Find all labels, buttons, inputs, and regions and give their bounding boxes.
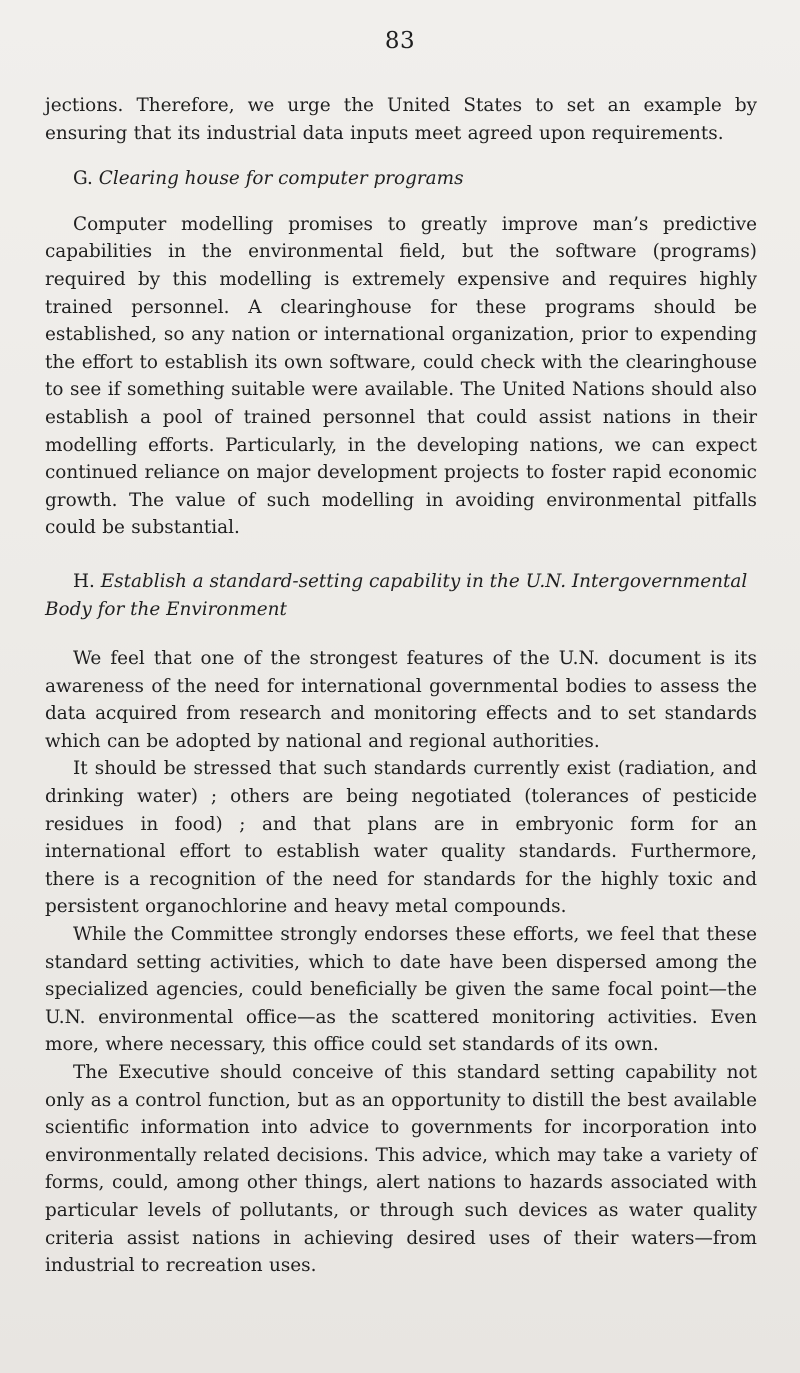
continuation-paragraph: jections. Therefore, we urge the United States to set an example by ensuring that its industrial data inputs meet agreed upon requirements.	[45, 95, 757, 144]
page-content	[45, 92, 757, 1280]
section-h-title: Establish a standard-setting capability in the U.N. Intergovernmental Body for the Environment	[45, 570, 748, 620]
page-number: 83	[384, 28, 416, 54]
spacer	[45, 542, 757, 568]
spacer	[45, 193, 757, 211]
section-h-paragraph-1: We feel that one of the strongest features of the U.N. document is its awareness of the need for international governmental bodies to assess the data acquired from research and monitoring effects and to set standards which can be adopted by national and regional authorities.	[45, 648, 757, 752]
section-g-letter: G.	[73, 168, 93, 190]
section-h-paragraph-4: The Executive should conceive of this standard setting capability not only as a control function, but as an opportunity to distill the best available scientific information into advice to governments for incorporation into environmentally related decisions. This advice, which may take a variety of forms, could, among other things, alert nations to hazards associated with particular levels of pollutants, or through such devices as water quality criteria assist nations in achieving desired uses of their waters—from industrial to recreation uses.	[45, 1062, 757, 1277]
section-h-letter: H.	[73, 570, 95, 592]
section-h-paragraph-3: While the Committee strongly endorses these efforts, we feel that these standard setting activities, which to date have been dispersed among the specialized agencies, could beneficially be given the same focal point—the U.N. environmental office—as the scattered monitoring activities. Even more, where necessary, this office could set standards of its own.	[45, 924, 757, 1056]
section-g-heading	[45, 165, 757, 193]
section-h-paragraph-2: It should be stressed that such standards currently exist (radiation, and drinking water) ; others are being negotiated (tolerances of pesticide residues in food) ; and that plans are in embryonic form for an international effort to establish water quality standards. Furthermore, there is a recognition of the need for standards for the highly toxic and persistent organochlorine and heavy metal compounds.	[45, 758, 757, 918]
section-g-title: Clearing house for computer programs	[98, 168, 464, 190]
section-h-heading	[45, 568, 757, 623]
section-g-paragraph-1: Computer modelling promises to greatly improve man’s predictive capabilities in the environmental field, but the software (programs) required by this modelling is extremely expensive and requires highly trained personnel. A clearinghouse for these programs should be established, so any nation or international organization, prior to expending the effort to establish its own software, could check with the clearinghouse to see if something suitable were available. The United Nations should also establish a pool of trained personnel that could assist nations in their modelling efforts. Particularly, in the developing nations, we can expect continued reliance on major development projects to foster rapid economic growth. The value of such modelling in avoiding environmental pitfalls could be substantial.	[45, 213, 757, 539]
spacer	[45, 147, 757, 165]
spacer	[45, 623, 757, 645]
